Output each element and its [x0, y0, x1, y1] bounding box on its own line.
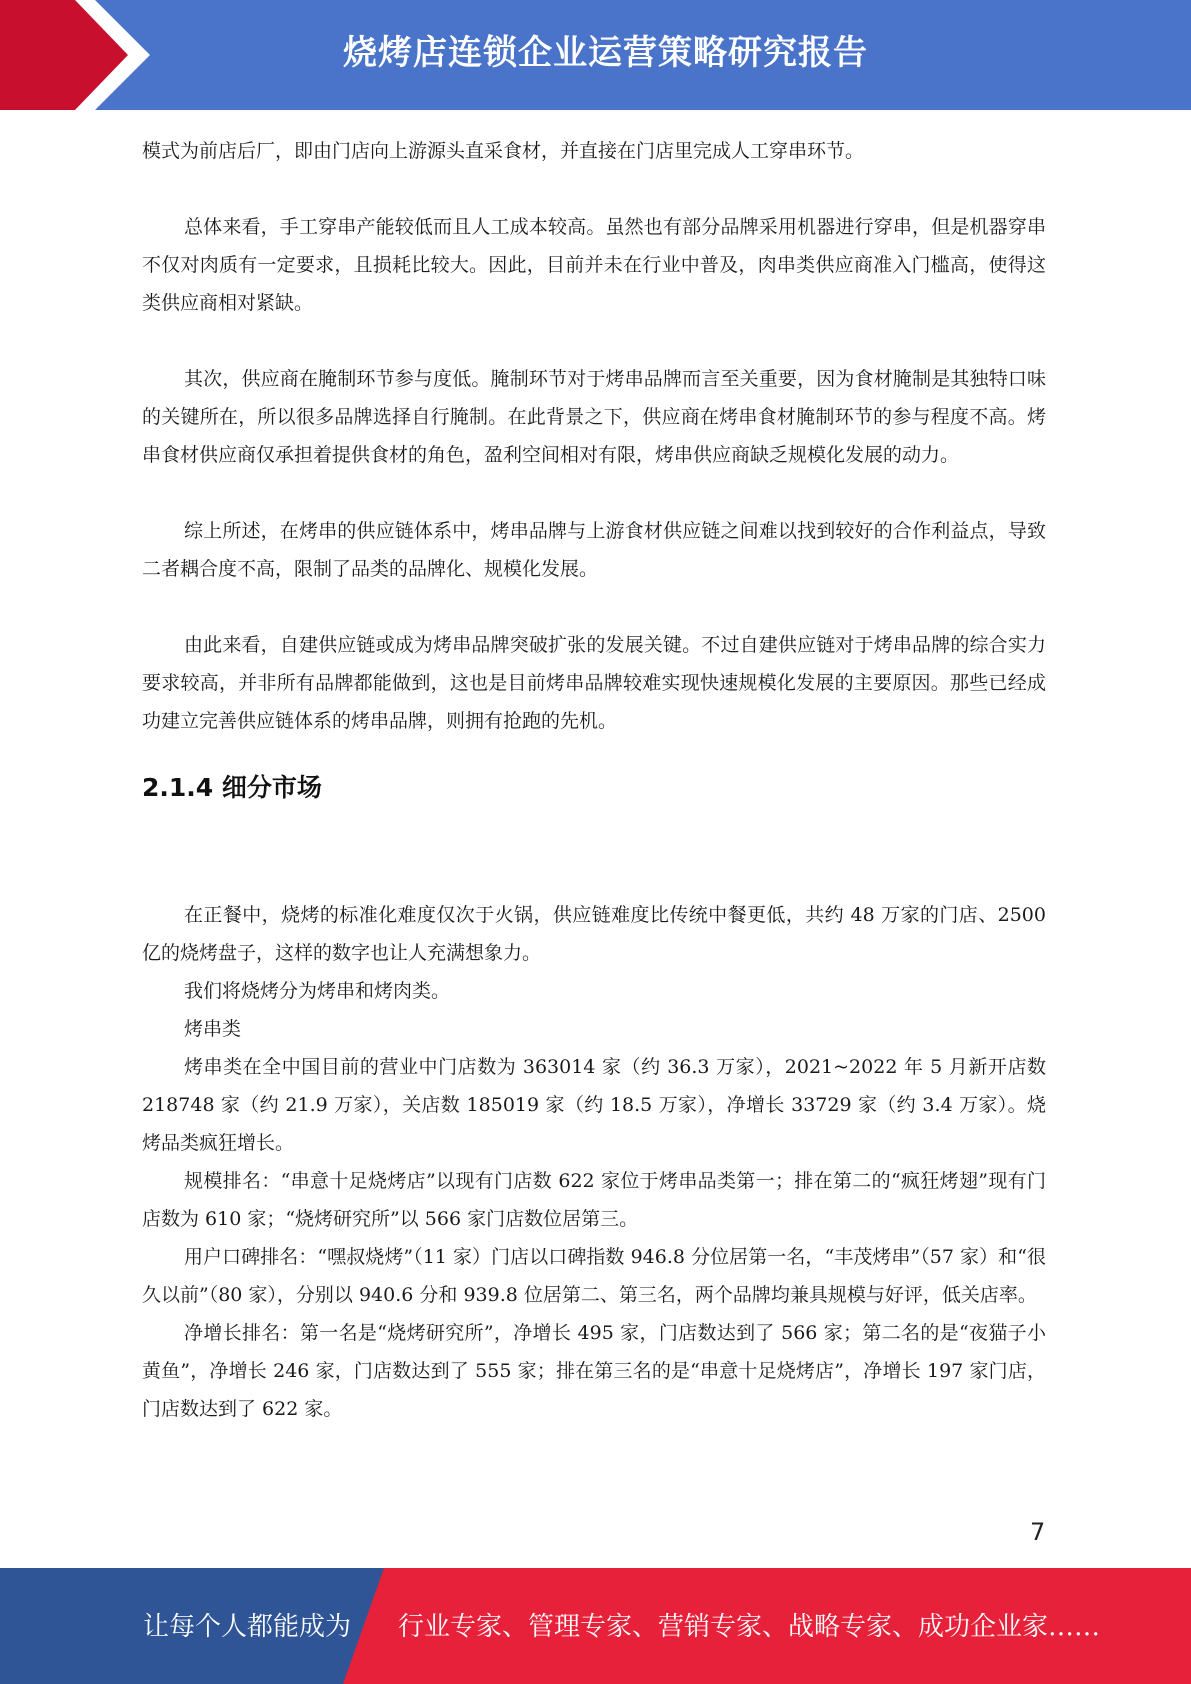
paragraph: 用户口碑排名：“嘿叔烧烤”（11 家）门店以口碑指数 946.8 分位居第一名，“丰茂烤串”（57 家）和“很久以前”（80 家），分别以 940.6 分和 939.8 位居第二、第三名，两个品牌均兼具规模与好评，低关店率。 [142, 1246, 1046, 1306]
paragraph: 模式为前店后厂，即由门店向上游源头直采食材，并直接在门店里完成人工穿串环节。 [142, 140, 865, 162]
paragraph: 净增长排名：第一名是“烧烤研究所”，净增长 495 家，门店数达到了 566 家；第二名的是“夜猫子小黄鱼”，净增长 246 家，门店数达到了 555 家；排在第三名的是“串意十足烧烤店”，净增长 197 家门店，门店数达到了 622 家。 [142, 1322, 1046, 1420]
footer-slogan-left: 让每个人都能成为 [143, 1612, 352, 1642]
page-body [142, 132, 1046, 1428]
subheading: 烤串类 [184, 1018, 242, 1040]
paragraph: 其次，供应商在腌制环节参与度低。腌制环节对于烤串品牌而言至关重要，因为食材腌制是其独特口味的关键所在，所以很多品牌选择自行腌制。在此背景之下，供应商在烤串食材腌制环节的参与程度不高。烤串食材供应商仅承担着提供食材的角色，盈利空间相对有限，烤串供应商缺乏规模化发展的动力。 [142, 368, 1046, 466]
page-footer [0, 1568, 1191, 1684]
page-header [0, 0, 1191, 110]
paragraph: 在正餐中，烧烤的标准化难度仅次于火锅，供应链难度比传统中餐更低，共约 48 万家的门店、2500 亿的烧烤盘子，这样的数字也让人充满想象力。 [142, 904, 1046, 964]
paragraph: 由此来看，自建供应链或成为烤串品牌突破扩张的发展关键。不过自建供应链对于烤串品牌的综合实力要求较高，并非所有品牌都能做到，这也是目前烤串品牌较难实现快速规模化发展的主要原因。那些已经成功建立完善供应链体系的烤串品牌，则拥有抢跑的先机。 [142, 634, 1046, 732]
report-title: 烧烤店连锁企业运营策略研究报告 [343, 33, 868, 73]
paragraph: 我们将烧烤分为烤串和烤肉类。 [184, 980, 451, 1002]
section-heading: 2.1.4 细分市场 [142, 773, 322, 802]
page-number: 7 [1030, 1518, 1046, 1546]
footer-slogan-right: 行业专家、管理专家、营销专家、战略专家、成功企业家…… [398, 1612, 1101, 1642]
paragraph: 总体来看，手工穿串产能较低而且人工成本较高。虽然也有部分品牌采用机器进行穿串，但是机器穿串不仅对肉质有一定要求，且损耗比较大。因此，目前并未在行业中普及，肉串类供应商准入门槛高，使得这类供应商相对紧缺。 [142, 216, 1046, 314]
paragraph: 烤串类在全中国目前的营业中门店数为 363014 家（约 36.3 万家），2021~2022 年 5 月新开店数 218748 家（约 21.9 万家），关店数 185019 家（约 18.5 万家），净增长 33729 家（约 3.4 万家）。烧烤品类疯狂增长。 [142, 1056, 1046, 1154]
paragraph: 综上所述，在烤串的供应链体系中，烤串品牌与上游食材供应链之间难以找到较好的合作利益点，导致二者耦合度不高，限制了品类的品牌化、规模化发展。 [142, 520, 1046, 580]
paragraph: 规模排名：“串意十足烧烤店”以现有门店数 622 家位于烤串品类第一；排在第二的“疯狂烤翅”现有门店数为 610 家；“烧烤研究所”以 566 家门店数位居第三。 [142, 1170, 1046, 1230]
